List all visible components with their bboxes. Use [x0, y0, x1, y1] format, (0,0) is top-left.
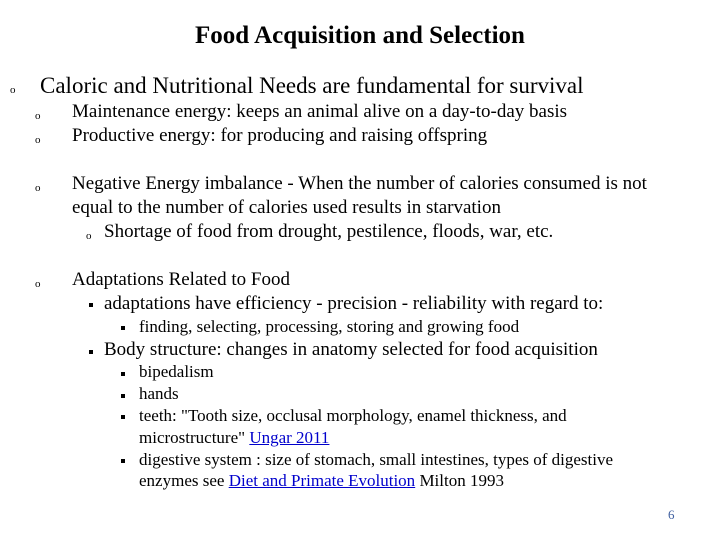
maintenance-text: Maintenance energy: keeps an animal alive on a day-to-day basis — [72, 101, 568, 122]
bullet-circle: o — [35, 110, 41, 122]
negative-text-line1: Negative Energy imbalance - When the number of calories consumed is not — [72, 173, 647, 194]
ungar-2011-link[interactable]: Ungar 2011 — [249, 428, 330, 447]
main-bullet-text: Caloric and Nutritional Needs are fundamental for survival — [40, 73, 584, 98]
diet-primate-evolution-link[interactable]: Diet and Primate Evolution — [228, 471, 416, 490]
digestive-text-prefix: enzymes see — [139, 471, 225, 490]
bullet-square — [89, 303, 93, 307]
digestive-text-line1: digestive system : size of stomach, small intestines, types of digestive — [139, 450, 614, 469]
teeth-text-line1: teeth: "Tooth size, occlusal morphology, enamel thickness, and — [139, 406, 567, 425]
negative-text-line2: equal to the number of calories used results in starvation — [72, 197, 501, 218]
bullet-circle: o — [35, 182, 41, 194]
bullet-square — [121, 415, 125, 419]
shortage-text: Shortage of food from drought, pestilence, floods, war, etc. — [104, 221, 554, 242]
bullet-circle: o — [86, 230, 92, 242]
hands-text: hands — [139, 384, 179, 403]
digestive-text-line2 — [139, 471, 504, 491]
teeth-text-line2 — [139, 428, 329, 448]
bullet-circle: o — [35, 278, 41, 290]
bullet-square — [121, 372, 125, 376]
digestive-text-tail: Milton 1993 — [419, 471, 504, 490]
adaptations-text: Adaptations Related to Food — [72, 269, 290, 290]
productive-text: Productive energy: for producing and raising offspring — [72, 125, 488, 146]
bullet-circle: o — [10, 84, 16, 96]
body-structure-text: Body structure: changes in anatomy selected for food acquisition — [104, 339, 598, 360]
bullet-square — [121, 459, 125, 463]
bipedalism-text: bipedalism — [139, 362, 214, 381]
bullet-square — [121, 394, 125, 398]
bullet-square — [121, 326, 125, 330]
efficiency-text: adaptations have efficiency - precision - reliability with regard to: — [104, 293, 604, 314]
finding-text: finding, selecting, processing, storing and growing food — [139, 317, 520, 336]
bullet-square — [89, 350, 93, 354]
bullet-circle: o — [35, 134, 41, 146]
slide-title: Food Acquisition and Selection — [195, 22, 525, 49]
teeth-text-quote: microstructure" — [139, 428, 246, 447]
page-number: 6 — [668, 507, 675, 522]
